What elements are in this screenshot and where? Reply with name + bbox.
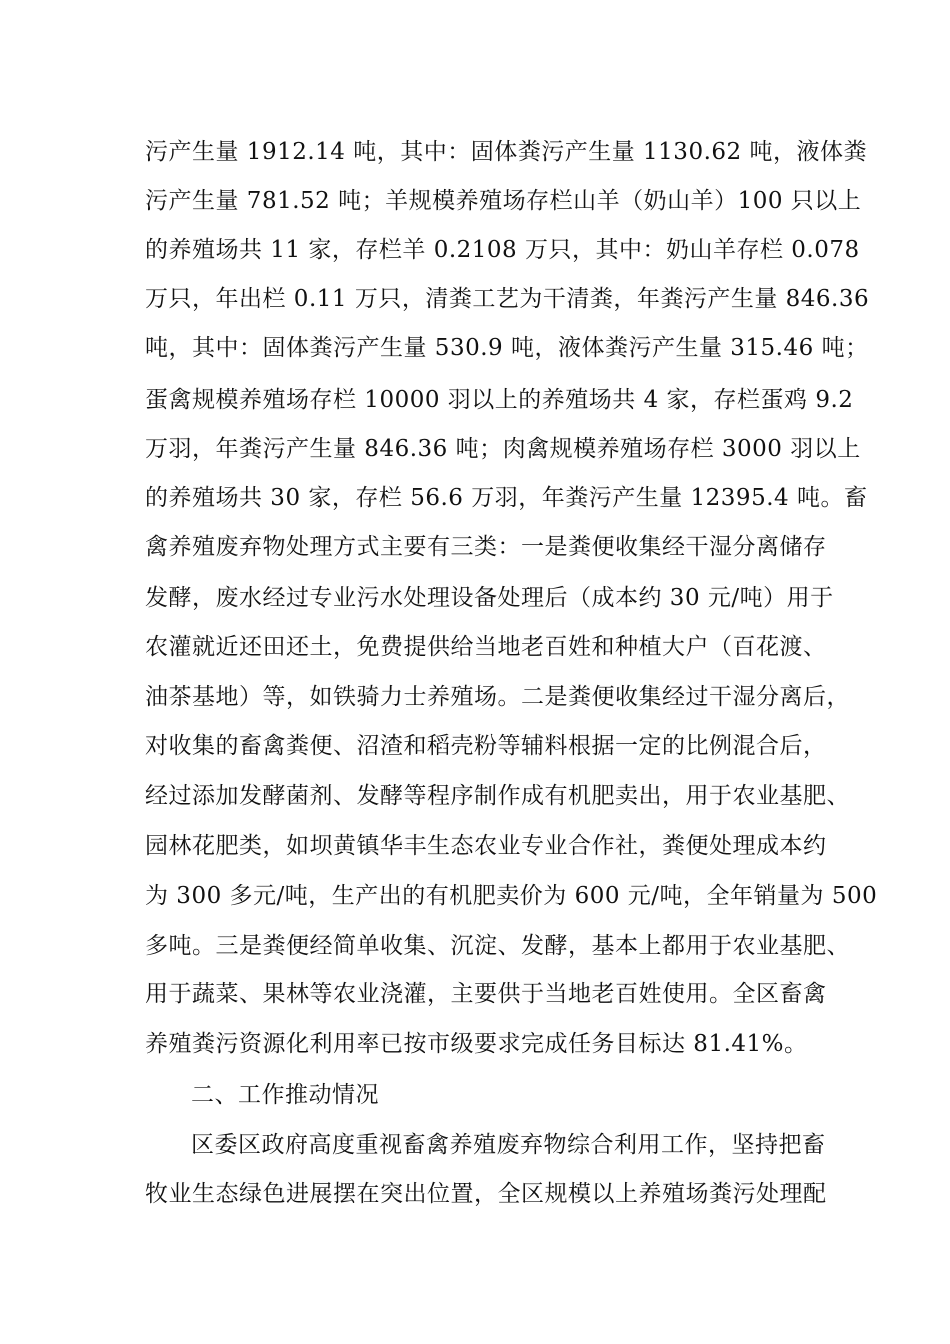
body-text-line: 禽养殖废弃物处理方式主要有三类：一是粪便收集经干湿分离储存 — [145, 534, 827, 560]
body-text-line: 为 300 多元/吨，生产出的有机肥卖价为 600 元/吨，全年销量为 500 — [145, 883, 878, 909]
body-text-line: 园林花肥类，如坝黄镇华丰生态农业专业合作社，粪便处理成本约 — [145, 833, 827, 859]
body-text-line: 的养殖场共 30 家，存栏 56.6 万羽，年粪污产生量 12395.4 吨。畜 — [145, 485, 868, 511]
body-text-line: 蛋禽规模养殖场存栏 10000 羽以上的养殖场共 4 家，存栏蛋鸡 9.2 — [145, 387, 854, 413]
body-text-line: 万只，年出栏 0.11 万只，清粪工艺为干清粪，年粪污产生量 846.36 — [145, 286, 870, 312]
section-heading: 二、工作推动情况 — [191, 1082, 379, 1108]
body-text-line: 养殖粪污资源化利用率已按市级要求完成任务目标达 81.41%。 — [145, 1031, 808, 1057]
body-text-line: 污产生量 781.52 吨；羊规模养殖场存栏山羊（奶山羊）100 只以上 — [145, 188, 862, 214]
body-text-line: 牧业生态绿色进展摆在突出位置，全区规模以上养殖场粪污处理配 — [145, 1181, 827, 1207]
body-text-line: 经过添加发酵菌剂、发酵等程序制作成有机肥卖出，用于农业基肥、 — [145, 783, 850, 809]
body-text-line: 农灌就近还田还土，免费提供给当地老百姓和种植大户（百花渡、 — [145, 634, 827, 660]
body-text-line: 发酵，废水经过专业污水处理设备处理后（成本约 30 元/吨）用于 — [145, 585, 834, 611]
body-text-line: 污产生量 1912.14 吨，其中：固体粪污产生量 1130.62 吨，液体粪 — [145, 139, 867, 165]
body-text-line: 用于蔬菜、果林等农业浇灌，主要供于当地老百姓使用。全区畜禽 — [145, 981, 827, 1007]
body-text-line: 油茶基地）等，如铁骑力士养殖场。二是粪便收集经过干湿分离后， — [145, 684, 850, 710]
body-text-line: 的养殖场共 11 家，存栏羊 0.2108 万只，其中：奶山羊存栏 0.078 — [145, 237, 860, 263]
body-text-line: 吨，其中：固体粪污产生量 530.9 吨，液体粪污产生量 315.46 吨； — [145, 335, 869, 361]
body-text-line: 对收集的畜禽粪便、沼渣和稻壳粉等辅料根据一定的比例混合后， — [145, 733, 827, 759]
body-text-line: 万羽，年粪污产生量 846.36 吨；肉禽规模养殖场存栏 3000 羽以上 — [145, 436, 861, 462]
body-text-line: 区委区政府高度重视畜禽养殖废弃物综合利用工作，坚持把畜 — [191, 1132, 826, 1158]
body-text-line: 多吨。三是粪便经简单收集、沉淀、发酵，基本上都用于农业基肥、 — [145, 933, 850, 959]
